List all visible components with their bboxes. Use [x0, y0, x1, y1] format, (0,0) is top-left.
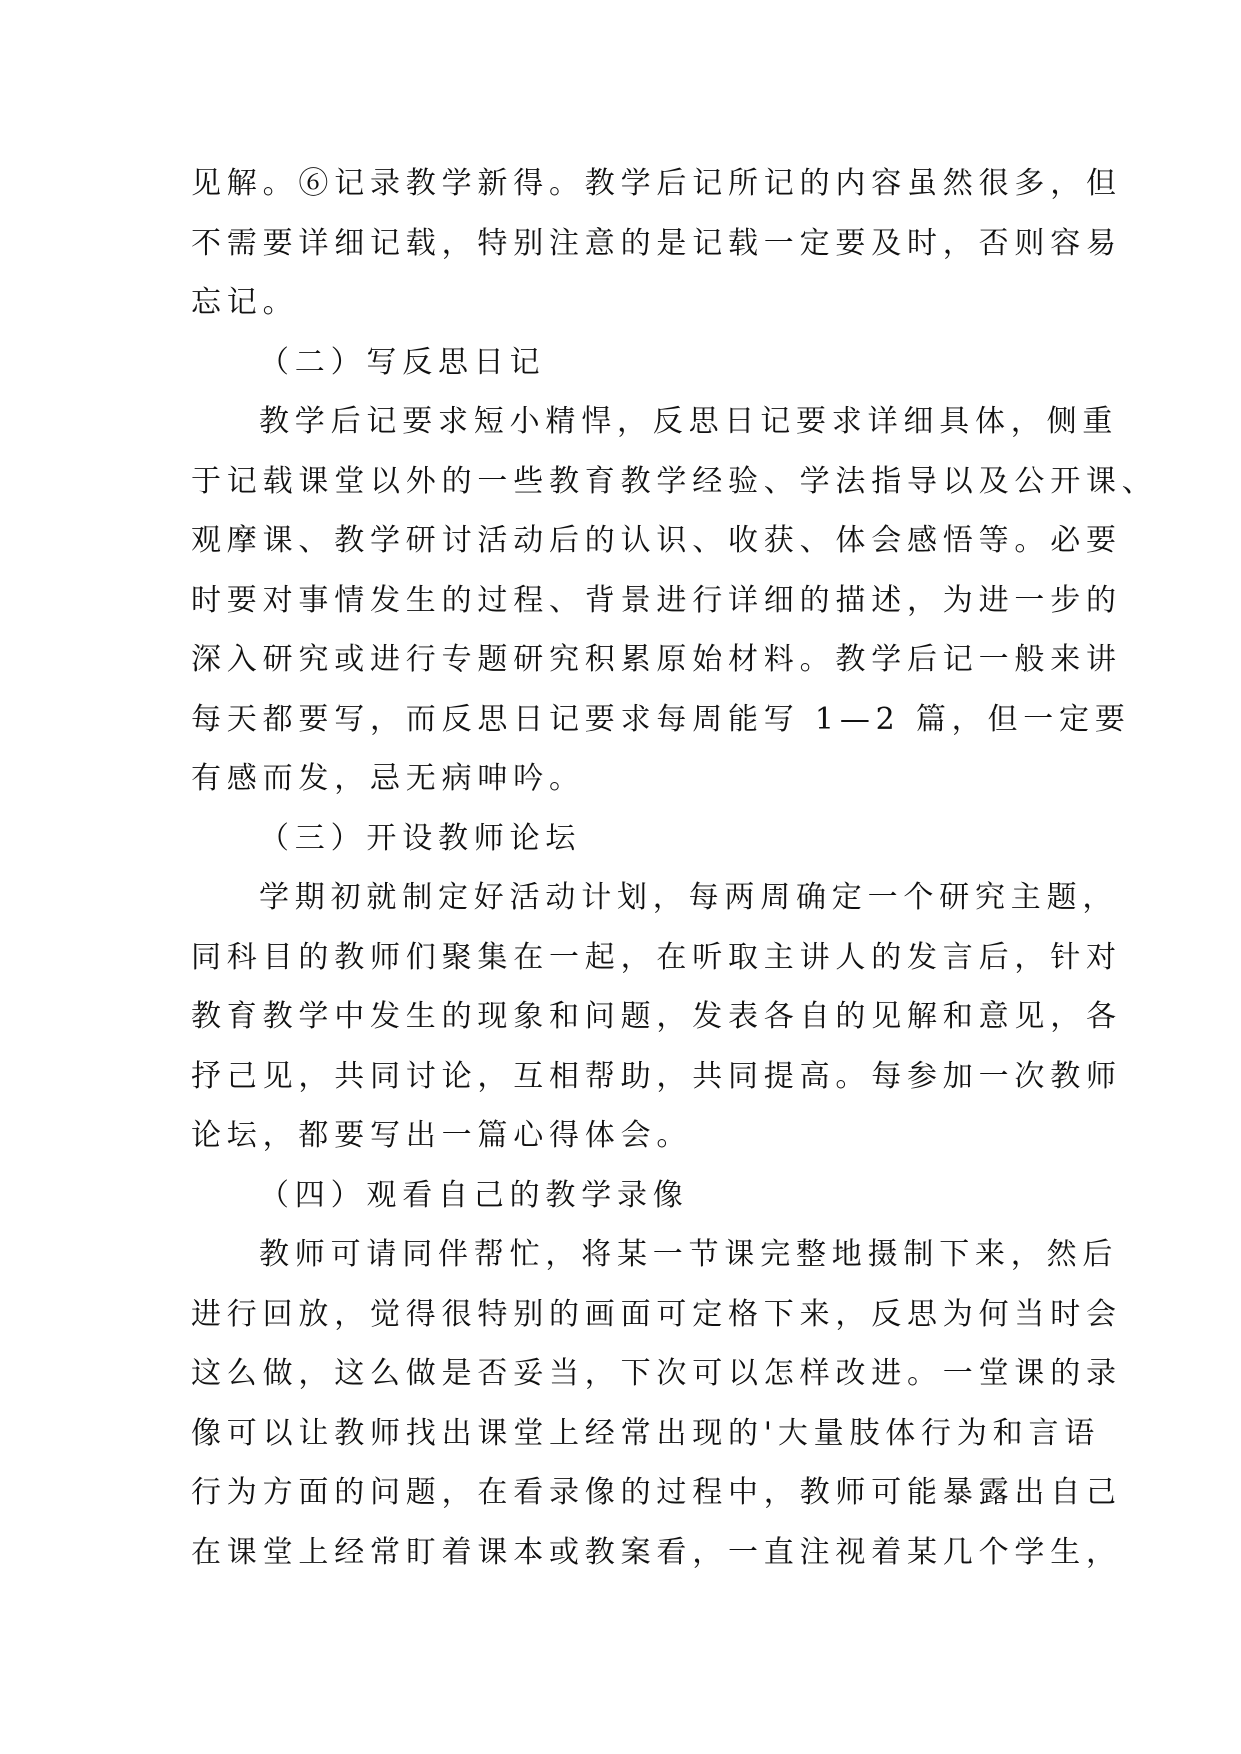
- text-line: 论坛，都要写出一篇心得体会。: [191, 1118, 693, 1153]
- text-line: 忘记。: [191, 285, 299, 320]
- text-line: 每天都要写，而反思日记要求每周能写 1—2 篇，但一定要: [191, 701, 1131, 737]
- text-line: 观摩课、教学研讨活动后的认识、收获、体会感悟等。必要: [191, 523, 1122, 558]
- text-line: 见解。⑥记录教学新得。教学后记所记的内容虽然很多，但: [191, 166, 1122, 201]
- section-heading: （二）写反思日记: [259, 344, 546, 380]
- text-line: 行为方面的问题，在看录像的过程中，教师可能暴露出自己: [191, 1475, 1122, 1510]
- paragraph-first-line: 教师可请同伴帮忙，将某一节课完整地摄制下来，然后: [259, 1237, 1119, 1272]
- text-line: 抒己见，共同讨论，互相帮助，共同提高。每参加一次教师: [191, 1058, 1122, 1094]
- paragraph-first-line: 教学后记要求短小精悍，反思日记要求详细具体，侧重: [259, 404, 1119, 439]
- text-line: 深入研究或进行专题研究积累原始材料。教学后记一般来讲: [191, 642, 1122, 677]
- section-heading: （三）开设教师论坛: [259, 820, 582, 856]
- text-line: 不需要详细记载，特别注意的是记载一定要及时，否则容易: [191, 225, 1122, 261]
- text-line: 有感而发，忌无病呻吟。: [191, 761, 585, 796]
- text-line: 在课堂上经常盯着课本或教案看，一直注视着某几个学生，: [191, 1534, 1122, 1570]
- text-line: 像可以让教师找出课堂上经常出现的'大量肢体行为和言语: [191, 1415, 1101, 1451]
- text-line: 进行回放，觉得很特别的画面可定格下来，反思为何当时会: [191, 1296, 1122, 1332]
- paragraph-first-line: 学期初就制定好活动计划，每两周确定一个研究主题，: [259, 880, 1119, 915]
- document-body: [191, 154, 1158, 1582]
- text-line: 同科目的教师们聚集在一起，在听取主讲人的发言后，针对: [191, 939, 1122, 975]
- text-line: 于记载课堂以外的一些教育教学经验、学法指导以及公开课、: [191, 463, 1158, 499]
- text-line: 这么做，这么做是否妥当，下次可以怎样改进。一堂课的录: [191, 1356, 1122, 1391]
- section-heading: （四）观看自己的教学录像: [259, 1177, 689, 1213]
- text-line: 时要对事情发生的过程、背景进行详细的描述，为进一步的: [191, 582, 1122, 618]
- text-line: 教育教学中发生的现象和问题，发表各自的见解和意见，各: [191, 999, 1122, 1034]
